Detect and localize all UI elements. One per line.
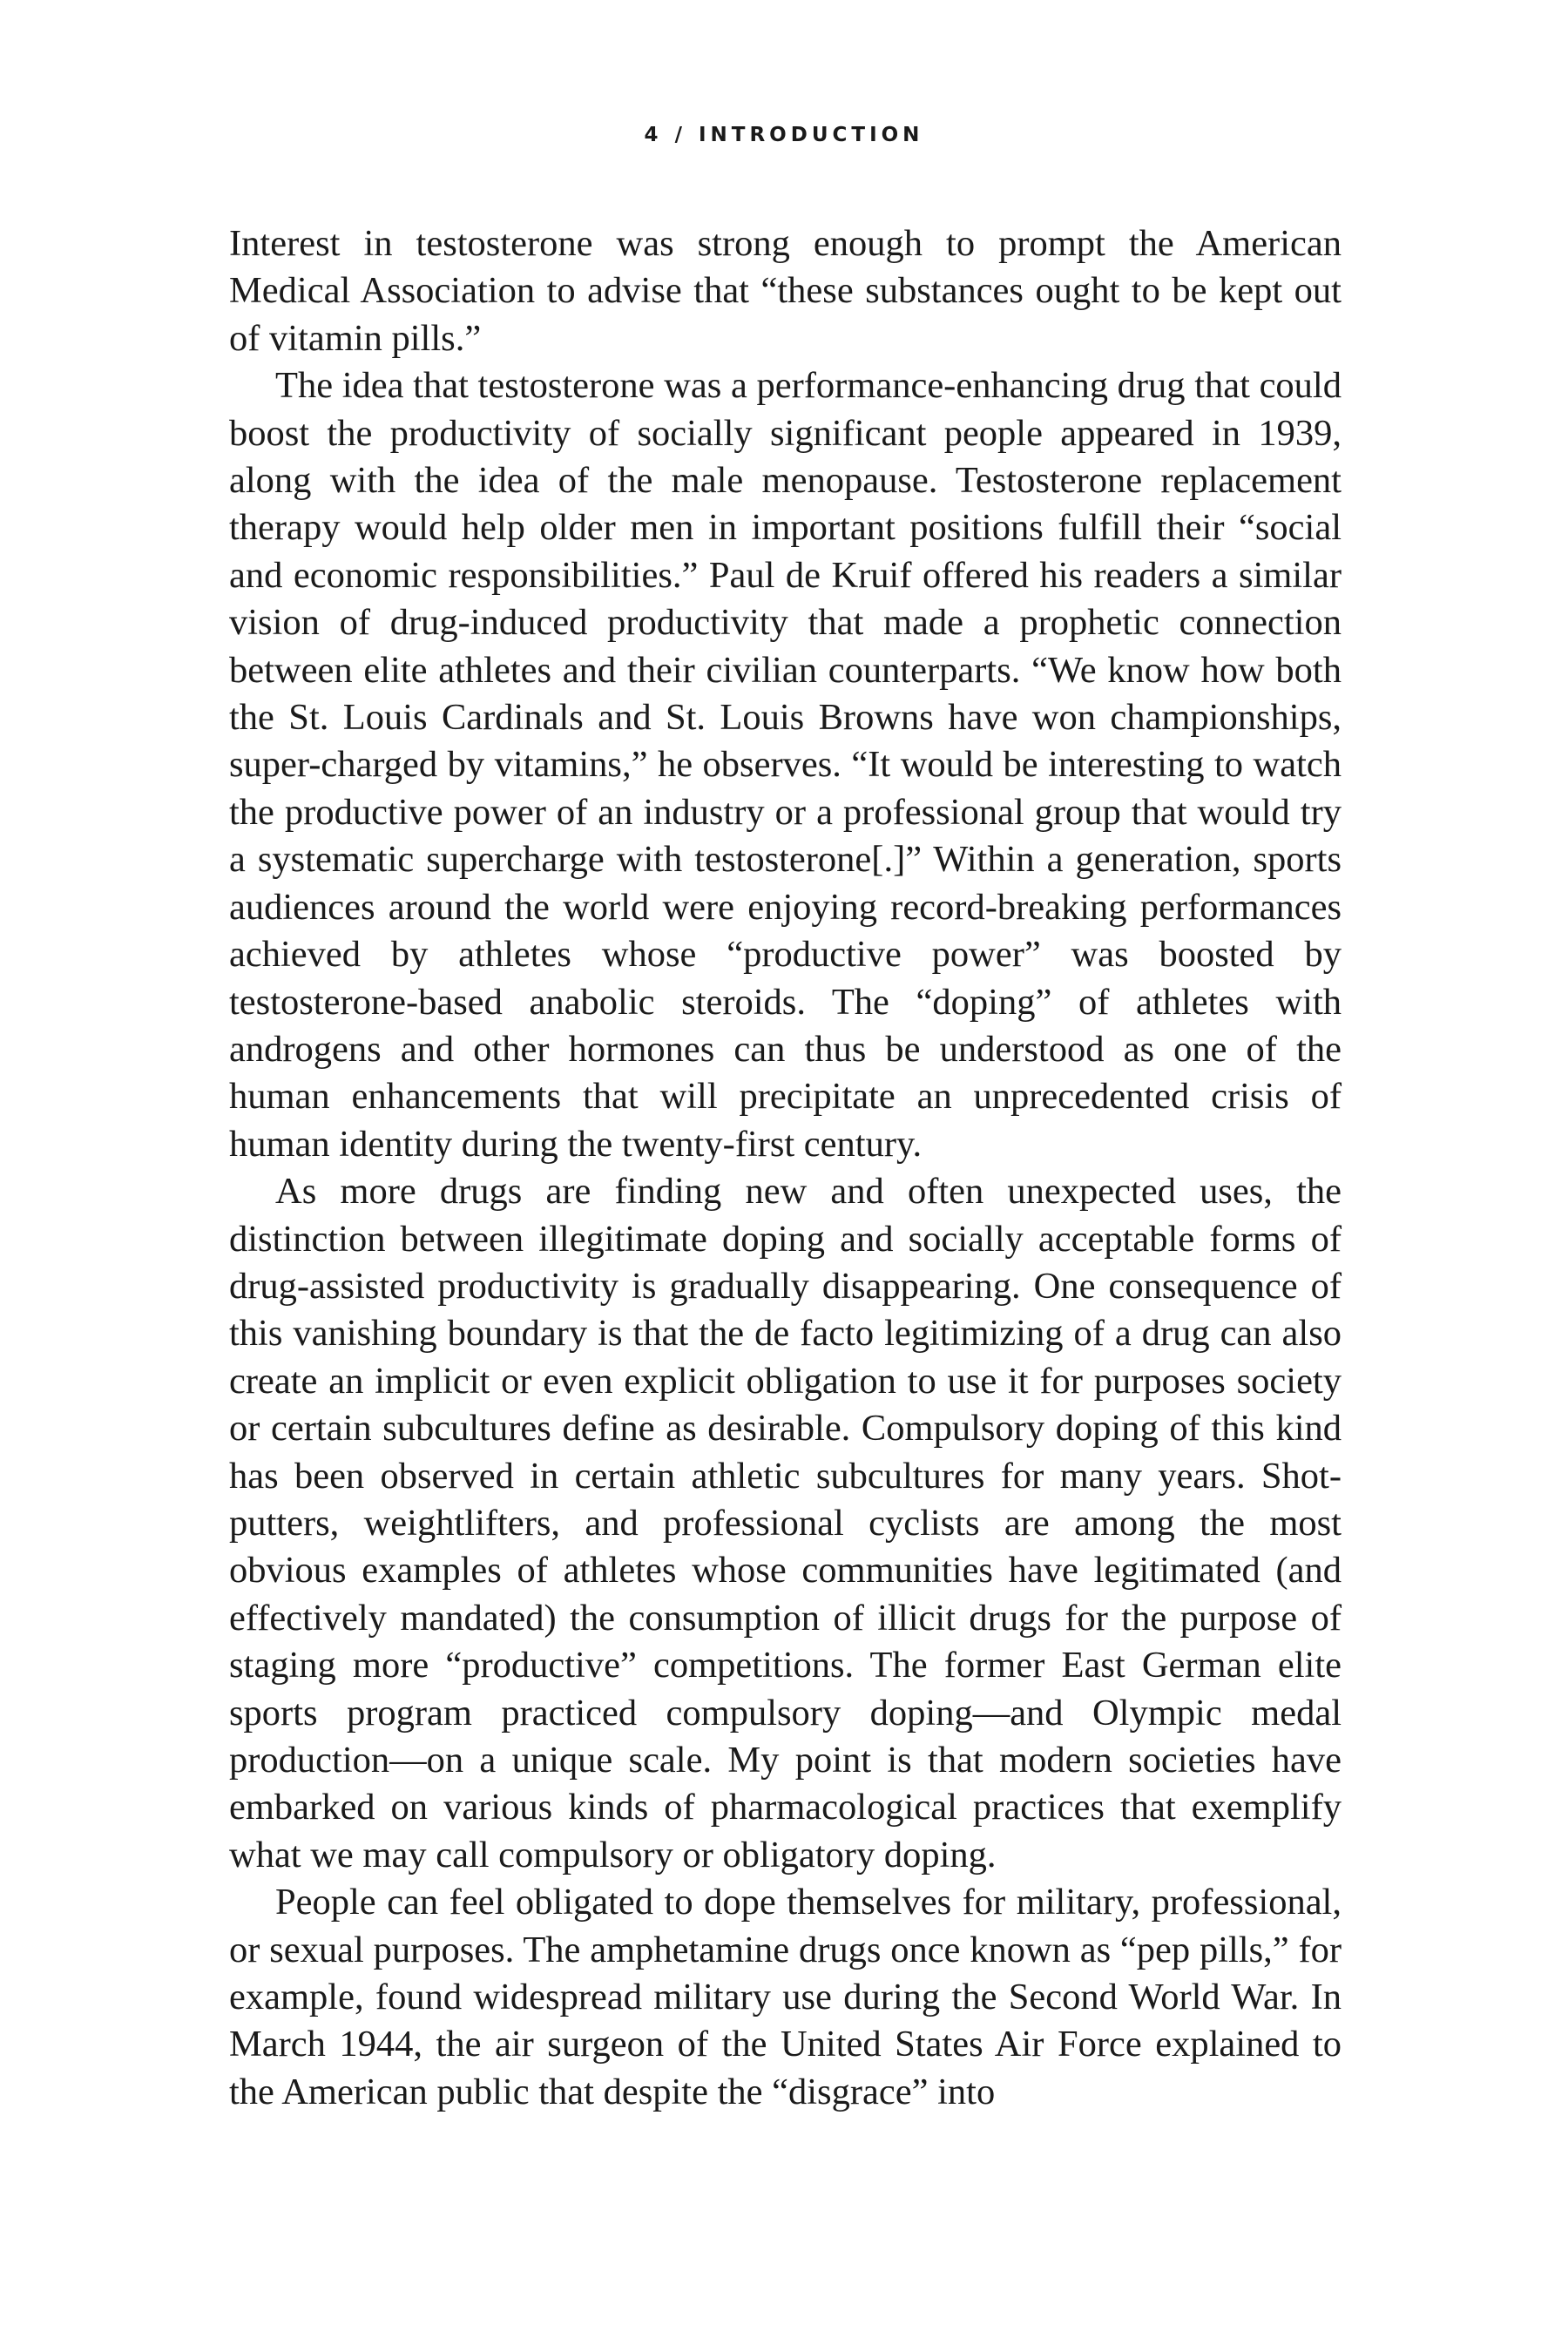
body-text bbox=[229, 220, 1342, 2116]
section-title: INTRODUCTION bbox=[698, 124, 924, 146]
paragraph: The idea that testosterone was a performance-enhancing drug that could boost the productivity of socially significant people appeared in 1939, along with the idea of the male menopause. Testosterone replacement therapy would help older men in important positions fulfill their “social and economic responsibilities.” Paul de Kruif offered his readers a similar vision of drug-induced productivity that made a prophetic connection between elite athletes and their civilian counterparts. “We know how both the St. Louis Cardinals and St. Louis Browns have won championships, super-charged by vitamins,” he observes. “It would be interesting to watch the productive power of an industry or a professional group that would try a systematic supercharge with testosterone[.]” Within a generation, sports audiences around the world were enjoying record-breaking performances achieved by athletes whose “productive power” was boosted by testosterone-based anabolic steroids. The “doping” of athletes with androgens and other hormones can thus be understood as one of the human enhancements that will precipitate an unprecedented crisis of human identity during the twenty-first century. bbox=[229, 365, 1342, 1165]
paragraph: As more drugs are finding new and often unexpected uses, the distinction between illegitimate doping and socially acceptable forms of drug-assisted productivity is gradually disappearing. One consequence of this vanishing boundary is that the de facto legitimizing of a drug can also create an implicit or even explicit obligation to use it for purposes society or certain subcultures define as desirable. Compulsory doping of this kind has been observed in certain athletic subcultures for many years. Shot-putters, weightlifters, and professional cyclists are among the most obvious examples of athletes whose communities have legitimated (and effectively mandated) the consumption of illicit drugs for the purpose of staging more “productive” competitions. The former East German elite sports program practiced compulsory doping—and Olympic medal production—on a unique scale. My point is that modern societies have embarked on various kinds of pharmacological practices that exemplify what we may call compulsory or obligatory doping. bbox=[229, 1171, 1342, 1876]
paragraph: People can feel obligated to dope themselves for military, professional, or sexual purposes. The amphetamine drugs once known as “pep pills,” for example, found widespread military use during the Second World War. In March 1944, the air surgeon of the United States Air Force explained to the American public that despite the “disgrace” into bbox=[229, 1882, 1342, 2112]
page-number: 4 bbox=[644, 124, 663, 146]
running-head-separator: / bbox=[674, 124, 686, 146]
paragraph-continued: Interest in testosterone was strong enough to prompt the American Medical Association to advise that “these substances ought to be kept out of vitamin pills.” bbox=[229, 223, 1342, 359]
running-head bbox=[0, 124, 1568, 146]
